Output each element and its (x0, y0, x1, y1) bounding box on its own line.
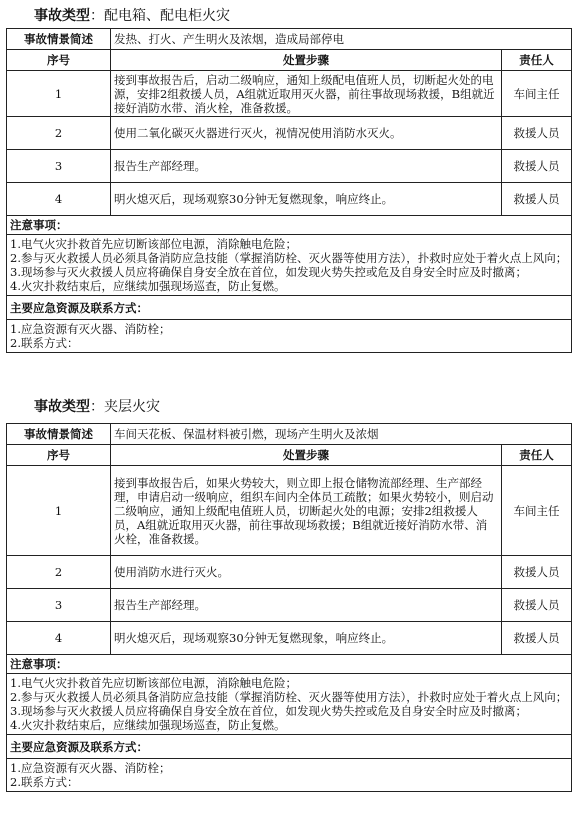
resources-label: 主要应急资源及联系方式： (7, 296, 572, 320)
row-owner: 救援人员 (502, 117, 572, 150)
row-owner: 救援人员 (502, 589, 572, 622)
table-row (7, 556, 572, 589)
table-row (7, 589, 572, 622)
incident-table (6, 28, 572, 353)
row-owner: 救援人员 (502, 556, 572, 589)
row-owner: 救援人员 (502, 150, 572, 183)
note-item: 2.参与灭火救援人员必须具备消防应急技能（掌握消防栓、灭火器等使用方法），扑救时应处于着火点上风向； (10, 690, 568, 704)
header-owner: 责任人 (502, 50, 572, 71)
row-seq: 4 (7, 183, 111, 216)
resources-list (7, 759, 572, 792)
row-seq: 1 (7, 466, 111, 556)
incident-type-value: ：夹层火灾 (90, 399, 160, 415)
situation-label: 事故情景简述 (7, 424, 111, 445)
row-seq: 4 (7, 622, 111, 655)
table-row (7, 71, 572, 117)
row-owner: 救援人员 (502, 622, 572, 655)
incident-type-value: ：配电箱、配电柜火灾 (90, 8, 230, 24)
incident-type-label: 事故类型 (34, 399, 90, 415)
resource-item: 1.应急资源有灭火器、消防栓； (10, 761, 171, 775)
note-item: 3.现场参与灭火救援人员应将确保自身安全放在首位，如发现火势失控或危及自身安全时应及时撤离； (10, 265, 527, 279)
row-seq: 1 (7, 71, 111, 117)
incident-type-heading (6, 4, 571, 28)
note-item: 1.电气火灾扑救首先应切断该部位电源，消除触电危险； (10, 237, 297, 251)
header-owner: 责任人 (502, 445, 572, 466)
incident-section-2 (6, 395, 571, 792)
row-steps: 使用二氧化碳灭火器进行灭火，视情况使用消防水灭火。 (111, 117, 502, 150)
row-steps: 明火熄灭后，现场观察30分钟无复燃现象，响应终止。 (111, 622, 502, 655)
row-seq: 2 (7, 556, 111, 589)
incident-section-1 (6, 4, 571, 353)
resources-list (7, 320, 572, 353)
row-steps: 报告生产部经理。 (111, 589, 502, 622)
note-item: 4.火灾扑救结束后，应继续加强现场巡查，防止复燃。 (10, 279, 286, 293)
row-steps: 明火熄灭后，现场观察30分钟无复燃现象，响应终止。 (111, 183, 502, 216)
row-steps: 报告生产部经理。 (111, 150, 502, 183)
incident-type-label: 事故类型 (34, 8, 90, 24)
table-row (7, 466, 572, 556)
note-item: 3.现场参与灭火救援人员应将确保自身安全放在首位，如发现火势失控或危及自身安全时应及时撤离； (10, 704, 527, 718)
row-seq: 3 (7, 589, 111, 622)
table-row (7, 622, 572, 655)
situation-label: 事故情景简述 (7, 29, 111, 50)
row-owner: 车间主任 (502, 71, 572, 117)
row-seq: 3 (7, 150, 111, 183)
notes-label: 注意事项： (7, 216, 572, 235)
resource-item: 2.联系方式： (10, 775, 79, 789)
table-row (7, 150, 572, 183)
note-item: 2.参与灭火救援人员必须具备消防应急技能（掌握消防栓、灭火器等使用方法），扑救时应处于着火点上风向； (10, 251, 568, 265)
header-seq: 序号 (7, 445, 111, 466)
header-seq: 序号 (7, 50, 111, 71)
resources-label: 主要应急资源及联系方式： (7, 735, 572, 759)
note-item: 1.电气火灾扑救首先应切断该部位电源，消除触电危险； (10, 676, 297, 690)
row-seq: 2 (7, 117, 111, 150)
situation-value: 发热、打火、产生明火及浓烟，造成局部停电 (111, 29, 572, 50)
notes-list (7, 674, 572, 735)
header-steps: 处置步骤 (111, 445, 502, 466)
row-steps: 使用消防水进行灭火。 (111, 556, 502, 589)
table-row (7, 183, 572, 216)
resource-item: 2.联系方式： (10, 336, 79, 350)
incident-type-heading (6, 395, 571, 419)
situation-value: 车间天花板、保温材料被引燃，现场产生明火及浓烟 (111, 424, 572, 445)
header-steps: 处置步骤 (111, 50, 502, 71)
row-steps: 接到事故报告后，如果火势较大，则立即上报仓储物流部经理、生产部经理，申请启动一级响应，组织车间内全体员工疏散；如果火势较小，则启动二级响应，通知上级配电值班人员，切断起火处的电源；安排2组救援人员，A组就近取用灭火器，前往事故现场救援；B组就近接好消防水带、消火栓，准备救援。 (111, 466, 502, 556)
row-owner: 救援人员 (502, 183, 572, 216)
row-steps: 接到事故报告后，启动二级响应，通知上级配电值班人员，切断起火处的电源，安排2组救援人员，A组就近取用灭火器，前往事故现场救援，B组就近接好消防水带、消火栓，准备救援。 (111, 71, 502, 117)
incident-table (6, 423, 572, 792)
table-row (7, 117, 572, 150)
resource-item: 1.应急资源有灭火器、消防栓； (10, 322, 171, 336)
notes-label: 注意事项： (7, 655, 572, 674)
row-owner: 车间主任 (502, 466, 572, 556)
note-item: 4.火灾扑救结束后，应继续加强现场巡查，防止复燃。 (10, 718, 286, 732)
notes-list (7, 235, 572, 296)
